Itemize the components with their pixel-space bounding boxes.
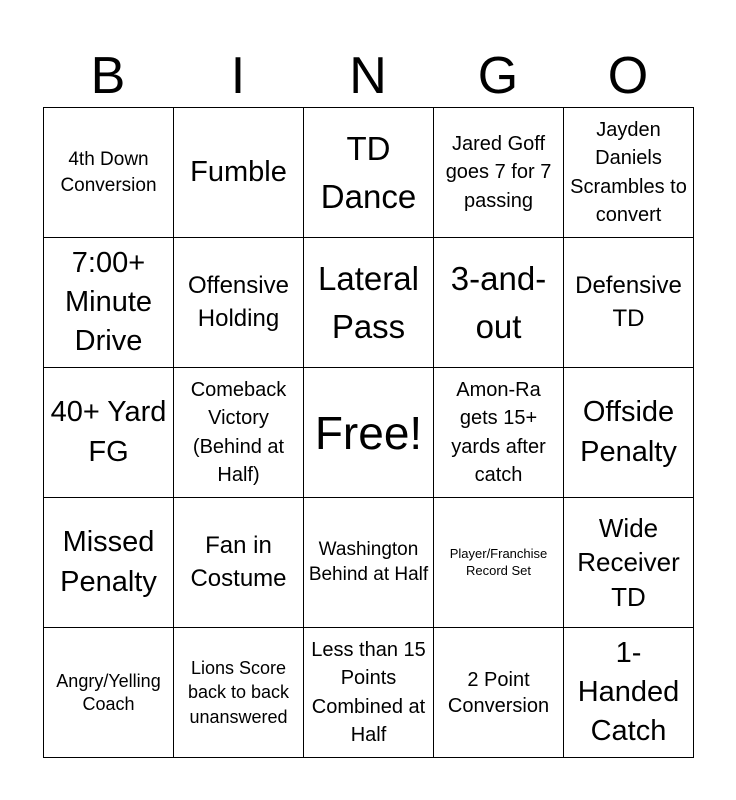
header-letter-o: O [607,47,649,105]
bingo-cell-r2c5[interactable]: Defensive TD [564,238,694,368]
bingo-cell-r1c4[interactable]: Jared Goff goes 7 for 7 passing [434,108,564,238]
bingo-cell-r4c4[interactable]: Player/Franchise Record Set [434,498,564,628]
bingo-cell-r1c2[interactable]: Fumble [174,108,304,238]
bingo-cell-r1c3[interactable]: TD Dance [304,108,434,238]
bingo-cell-r3c2[interactable]: Comeback Victory (Behind at Half) [174,368,304,498]
bingo-cell-r4c2[interactable]: Fan in Costume [174,498,304,628]
bingo-cell-free[interactable]: Free! [304,368,434,498]
bingo-cell-r5c2[interactable]: Lions Score back to back unanswered [174,628,304,758]
bingo-cell-r1c1[interactable]: 4th Down Conversion [44,108,174,238]
bingo-cell-r3c1[interactable]: 40+ Yard FG [44,368,174,498]
bingo-header [43,40,693,108]
bingo-cell-r4c3[interactable]: Washington Behind at Half [304,498,434,628]
bingo-cell-r1c5[interactable]: Jayden Daniels Scrambles to convert [564,108,694,238]
bingo-cell-r3c5[interactable]: Offside Penalty [564,368,694,498]
bingo-cell-r5c3[interactable]: Less than 15 Points Combined at Half [304,628,434,758]
bingo-cell-r2c4[interactable]: 3-and-out [434,238,564,368]
bingo-cell-r4c1[interactable]: Missed Penalty [44,498,174,628]
bingo-cell-r2c3[interactable]: Lateral Pass [304,238,434,368]
bingo-cell-r3c4[interactable]: Amon-Ra gets 15+ yards after catch [434,368,564,498]
bingo-cell-r5c5[interactable]: 1-Handed Catch [564,628,694,758]
bingo-cell-r5c1[interactable]: Angry/Yelling Coach [44,628,174,758]
bingo-cell-r2c2[interactable]: Offensive Holding [174,238,304,368]
header-letter-g: G [477,47,519,105]
header-letter-i: I [230,47,246,105]
bingo-cell-r4c5[interactable]: Wide Receiver TD [564,498,694,628]
header-letter-n: N [349,47,387,105]
bingo-board [43,107,694,758]
header-letter-b: B [90,47,126,105]
bingo-cell-r5c4[interactable]: 2 Point Conversion [434,628,564,758]
bingo-cell-r2c1[interactable]: 7:00+ Minute Drive [44,238,174,368]
